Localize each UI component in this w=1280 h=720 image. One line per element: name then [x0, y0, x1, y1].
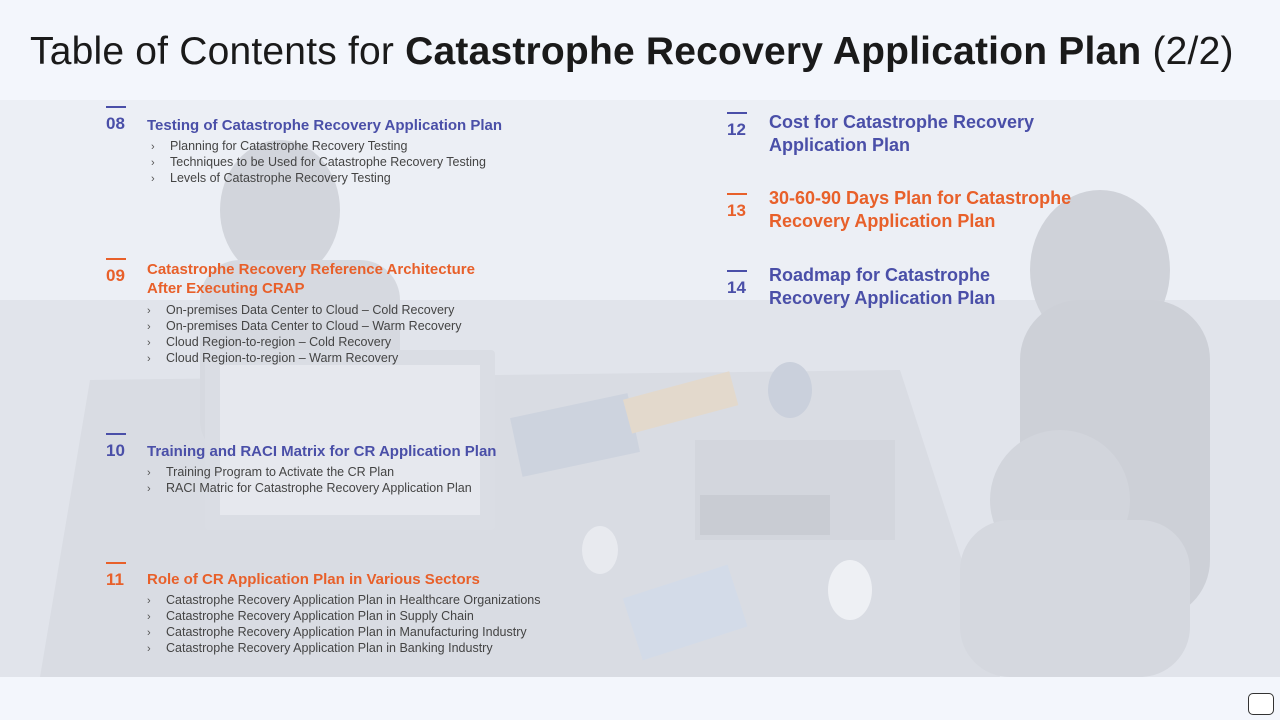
- title-prefix: Table of Contents for: [30, 30, 395, 73]
- number-bar: [106, 433, 126, 435]
- page-title: [30, 30, 1234, 74]
- number-bar: [106, 258, 126, 260]
- title-suffix: (2/2): [1152, 30, 1234, 73]
- title-bold: Catastrophe Recovery Application Plan: [405, 30, 1142, 73]
- heading-line-1: Roadmap for Catastrophe: [769, 265, 991, 285]
- heading-line-1: 30-60-90 Days Plan for Catastrophe: [769, 188, 1072, 208]
- chevron-right-icon: ›: [147, 483, 151, 495]
- heading-line-1: Catastrophe Recovery Reference Architecture: [147, 261, 475, 278]
- heading-line-2: Application Plan: [769, 135, 911, 155]
- number-bar: [106, 562, 126, 564]
- chevron-right-icon: ›: [147, 353, 151, 365]
- number-bar: [727, 193, 747, 195]
- section-number-14: 14: [727, 278, 746, 298]
- chevron-right-icon: ›: [147, 643, 151, 655]
- list-item: › On-premises Data Center to Cloud – Warm Recovery: [147, 319, 462, 333]
- section-number-10: 10: [106, 441, 125, 461]
- heading-line-2: After Executing CRAP: [147, 280, 305, 297]
- list-item: › Catastrophe Recovery Application Plan in Healthcare Organizations: [147, 593, 541, 607]
- section-items-09: [147, 302, 461, 366]
- chevron-right-icon: ›: [147, 321, 151, 333]
- list-item: › Techniques to be Used for Catastrophe Recovery Testing: [151, 155, 486, 169]
- footer-band: [0, 677, 1280, 720]
- section-heading-12: [769, 111, 1034, 157]
- list-item: › Cloud Region-to-region – Cold Recovery: [147, 335, 392, 349]
- section-number-11: 11: [106, 570, 124, 590]
- chevron-right-icon: ›: [147, 595, 151, 607]
- heading-line-2: Recovery Application Plan: [769, 288, 996, 308]
- title-bar: [0, 0, 1280, 100]
- list-item: › On-premises Data Center to Cloud – Cold Recovery: [147, 303, 455, 317]
- section-number-08: 08: [106, 114, 125, 134]
- number-bar: [727, 270, 747, 272]
- section-heading-13: [769, 187, 1071, 233]
- chevron-right-icon: ›: [147, 337, 151, 349]
- number-bar: [727, 112, 747, 114]
- section-heading-14: [769, 264, 995, 310]
- chevron-right-icon: ›: [151, 141, 155, 153]
- list-item: › Cloud Region-to-region – Warm Recovery: [147, 351, 399, 365]
- section-number-09: 09: [106, 266, 125, 286]
- chevron-right-icon: ›: [147, 467, 151, 479]
- list-item: › Planning for Catastrophe Recovery Testing: [151, 139, 408, 153]
- chevron-right-icon: ›: [151, 173, 155, 185]
- list-item: › Catastrophe Recovery Application Plan in Manufacturing Industry: [147, 625, 527, 639]
- heading-line-2: Recovery Application Plan: [769, 211, 996, 231]
- background-photo-art: [0, 100, 1280, 677]
- section-items-11: [147, 592, 541, 656]
- section-heading-11: Role of CR Application Plan in Various Sectors: [147, 571, 480, 588]
- section-heading-09: [147, 260, 475, 298]
- background-photo: [0, 100, 1280, 677]
- chevron-right-icon: ›: [147, 305, 151, 317]
- section-items-10: [147, 464, 472, 496]
- list-item: › Levels of Catastrophe Recovery Testing: [151, 171, 391, 185]
- list-item: › Catastrophe Recovery Application Plan in Banking Industry: [147, 641, 493, 655]
- heading-line-1: Cost for Catastrophe Recovery: [769, 112, 1035, 132]
- list-item: › Catastrophe Recovery Application Plan in Supply Chain: [147, 609, 474, 623]
- chevron-right-icon: ›: [147, 611, 151, 623]
- slide-number-box: [1248, 693, 1274, 715]
- chevron-right-icon: ›: [151, 157, 155, 169]
- section-number-12: 12: [727, 120, 746, 140]
- list-item: › Training Program to Activate the CR Plan: [147, 465, 395, 479]
- section-number-13: 13: [727, 201, 746, 221]
- chevron-right-icon: ›: [147, 627, 151, 639]
- list-item: › RACI Matric for Catastrophe Recovery Application Plan: [147, 481, 472, 495]
- section-items-08: [151, 138, 486, 186]
- section-heading-10: Training and RACI Matrix for CR Application Plan: [147, 443, 497, 460]
- number-bar: [106, 106, 126, 108]
- section-heading-08: Testing of Catastrophe Recovery Application Plan: [147, 117, 503, 134]
